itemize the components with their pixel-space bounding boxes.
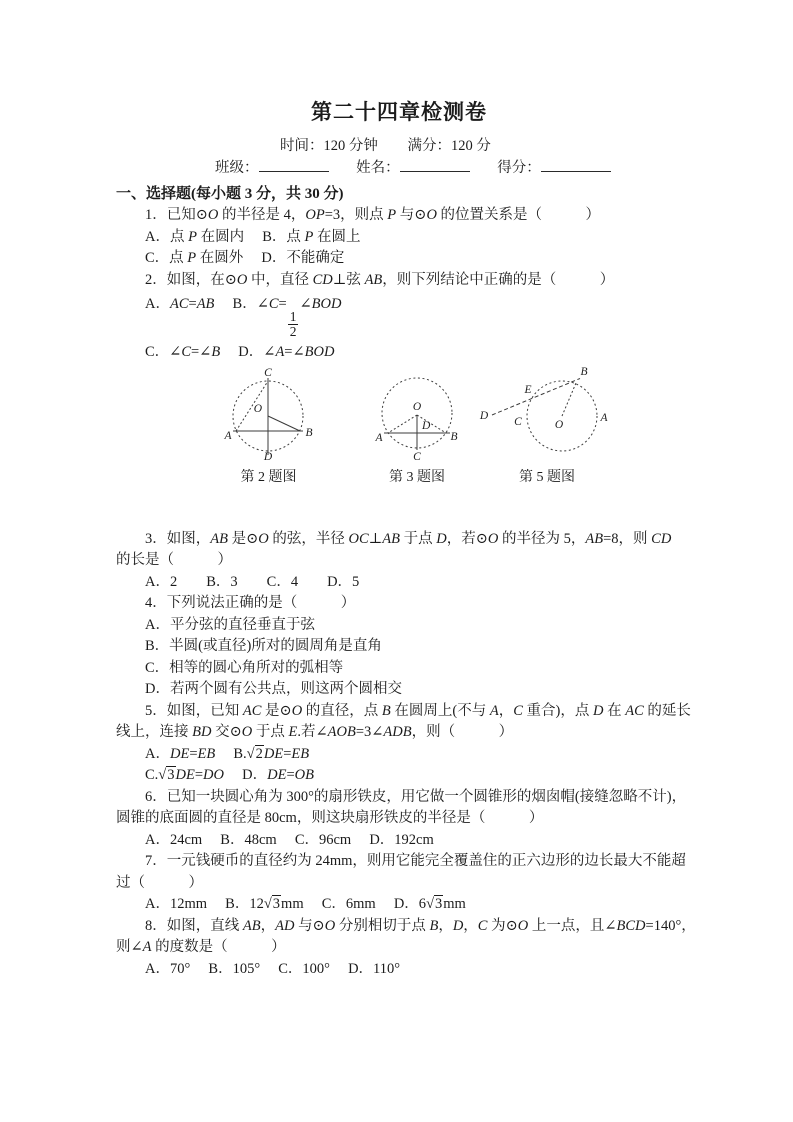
meta-line: [116, 136, 682, 157]
figure-block-q2: [206, 367, 331, 487]
figure-q5-circle-diagram: [462, 361, 632, 461]
question-8-options: A．70° B．105° C．100° D．110°: [145, 960, 401, 977]
question-4-text: 4．下列说法正确的是（ ）: [145, 595, 356, 612]
score-blank: [541, 158, 611, 172]
question-1-options-ab: A．点 P 在圆内 B．点 P 在圆上: [145, 228, 361, 245]
full-score-label: 满分：120 分: [407, 138, 491, 154]
figure-q3-circle-diagram: [357, 367, 477, 461]
page-title: 第二十四章检测卷: [311, 100, 487, 124]
fig2-label-D: D: [263, 450, 273, 461]
section-heading: 一、选择题(每小题 3 分，共 30 分): [116, 186, 344, 202]
fig3-label-B: B: [450, 430, 458, 443]
class-label: 班级：: [215, 160, 259, 176]
question-3-text-line2: 的长是（ ）: [116, 552, 232, 569]
fig5-label-E: E: [524, 383, 532, 396]
fig3-label-D: D: [422, 419, 431, 432]
figure-q2-circle-diagram: [206, 367, 331, 461]
score-label: 得分：: [497, 160, 541, 176]
document-content: [116, 0, 696, 980]
question-5-text-line2: 线上，连接 BD 交⊙O 于点 E.若∠AOB=3∠ADB，则（ ）: [116, 724, 514, 741]
question-5-text-line1: 5．如图，已知 AC 是⊙O 的直径，点 B 在圆周上(不与 A，C 重合)，点 D 在 AC 的延长: [145, 702, 691, 719]
question-3-text-line1: 3．如图，AB 是⊙O 的弦，半径 OC⊥AB 于点 D，若⊙O 的半径为 5，AB=8，则 CD: [145, 530, 672, 547]
fig5-label-A: A: [600, 411, 608, 424]
question-4-option-b: B．半圆(或直径)所对的圆周角是直角: [145, 638, 382, 655]
question-2-options-cd: C．∠C=∠B D．∠A=∠BOD: [145, 344, 335, 361]
fig2-segment-OB: [268, 416, 300, 431]
fig5-label-D: D: [479, 409, 489, 422]
question-4-option-a: A．平分弦的直径垂直于弦: [145, 616, 315, 633]
question-4-option-c: C．相等的圆心角所对的弧相等: [145, 659, 344, 676]
figure-caption-q2: 第 2 题图: [240, 469, 297, 485]
class-blank: [259, 158, 329, 172]
figures-row: [116, 361, 682, 487]
fill-in-fields-line: [116, 157, 682, 180]
question-2-text: 2．如图，在⊙O 中，直径 CD⊥弦 AB，则下列结论中正确的是（ ）: [145, 271, 615, 288]
fig2-label-C: C: [264, 366, 272, 379]
question-5-options-ab: A．DE=EB B.√2DE=EB: [145, 745, 310, 762]
question-2-options-ab: A．AC=AB B．∠C= $\frac{1}{2}$ ∠BOD: [145, 296, 342, 339]
figure-block-q5: [462, 361, 632, 487]
fig3-label-C: C: [413, 450, 421, 461]
question-7-text-line1: 7．一元钱硬币的直径约为 24mm，则用它能完全覆盖住的正六边形的边长最大不能超: [145, 853, 686, 870]
question-4-option-d: D．若两个圆有公共点，则这两个圆相交: [145, 681, 402, 698]
fig5-secant-DEB: [492, 378, 580, 415]
fig5-label-C: C: [514, 415, 522, 428]
fig2-label-B: B: [305, 426, 313, 439]
fig2-segment-AC: [236, 381, 268, 431]
question-8-text-line2: 则∠A 的度数是（ ）: [116, 939, 286, 956]
question-3-options: A．2 B．3 C．4 D．5: [145, 573, 360, 590]
question-1-options-cd: C．点 P 在圆外 D．不能确定: [145, 250, 345, 266]
question-5-options-cd: C.√3DE=DO D．DE=OB: [145, 767, 314, 784]
fig2-label-O: O: [253, 402, 262, 415]
fig5-label-B: B: [580, 365, 588, 378]
fig2-label-A: A: [224, 429, 232, 442]
question-8-text-line1: 8．如图，直线 AB，AD 与⊙O 分别相切于点 B，D，C 为⊙O 上一点，且∠BCD=140°，: [145, 917, 696, 934]
class-field: [215, 160, 329, 176]
fig3-label-O: O: [412, 400, 422, 413]
name-label: 姓名：: [356, 160, 400, 176]
question-6-text-line2: 圆锥的底面圆的直径是 80cm，则这块扇形铁皮的半径是（ ）: [116, 810, 544, 827]
fig5-label-O: O: [554, 418, 564, 431]
question-7-text-line2: 过（ ）: [116, 874, 203, 891]
figure-block-q3: [357, 367, 477, 487]
question-6-options: A．24cm B．48cm C．96cm D．192cm: [145, 831, 434, 848]
fig3-label-A: A: [375, 431, 383, 444]
score-field: [497, 160, 611, 176]
name-field: [356, 160, 470, 176]
question-1-text: 1．已知⊙O 的半径是 4，OP=3，则点 P 与⊙O 的位置关系是（ ）: [145, 207, 601, 223]
question-7-options: A．12mm B．12√3mm C．6mm D．6√3mm: [145, 896, 466, 913]
fig5-segment-OB: [562, 383, 576, 416]
question-6-text-line1: 6．已知一块圆心角为 300°的扇形铁皮，用它做一个圆锥形的烟囱帽(接缝忽略不计)，: [145, 788, 687, 805]
name-blank: [400, 158, 470, 172]
figure-caption-q5: 第 5 题图: [519, 469, 575, 485]
time-label: 时间：120 分钟: [280, 138, 378, 154]
figure-caption-q3: 第 3 题图: [389, 469, 445, 485]
fig3-segment-OA: [388, 415, 417, 433]
